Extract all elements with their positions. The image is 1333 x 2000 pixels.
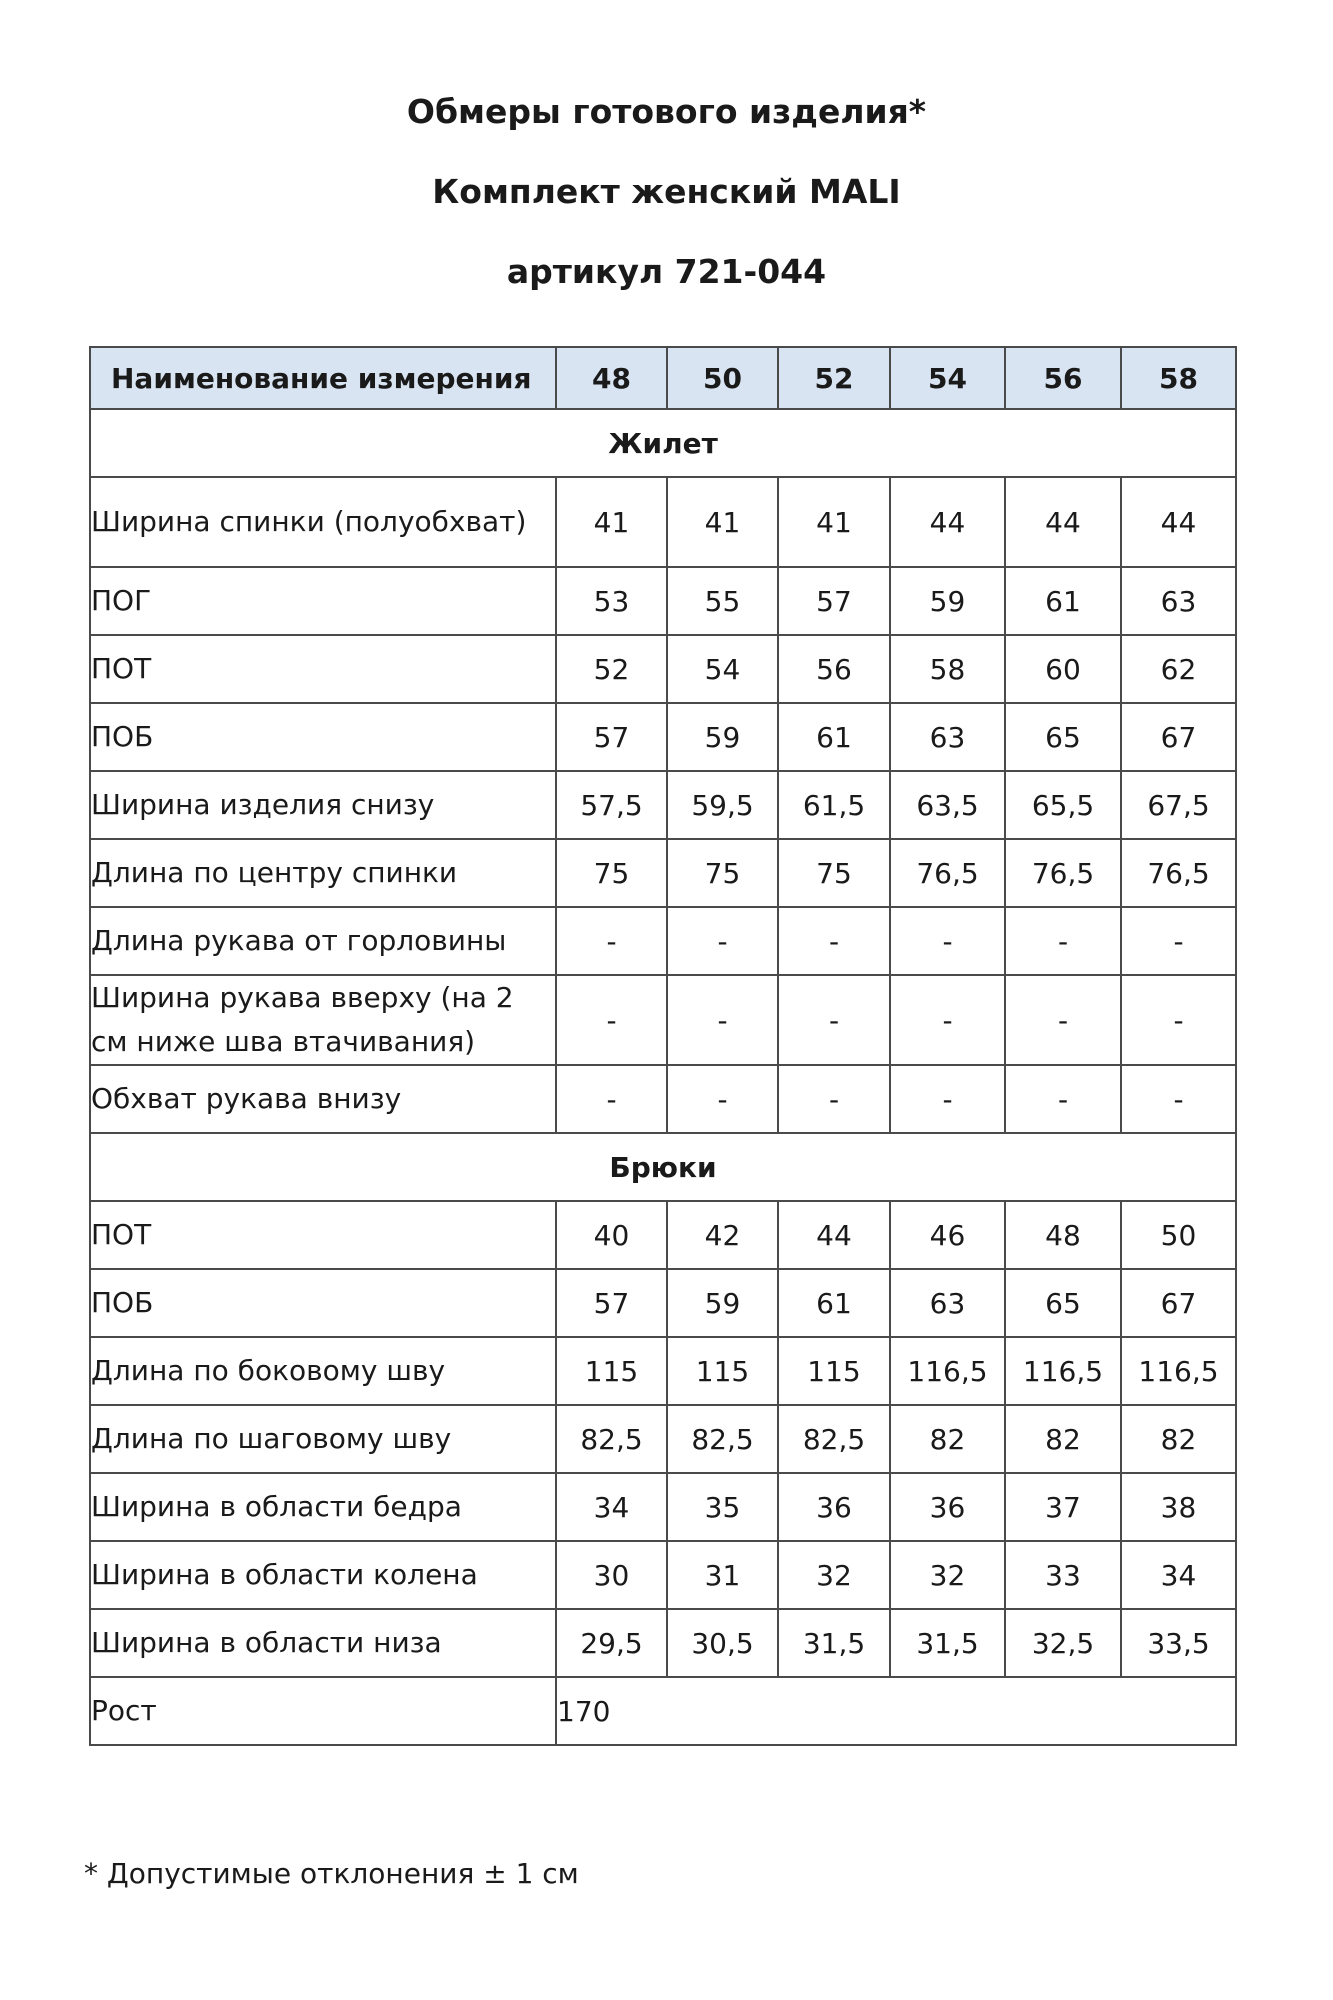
measurement-value: 60 <box>1005 635 1121 703</box>
measurement-name: Длина рукава от горловины <box>90 907 556 975</box>
size-header: 50 <box>667 347 778 409</box>
measurement-value: 57 <box>556 1269 667 1337</box>
measurement-value: 57 <box>556 703 667 771</box>
measurement-value: 82,5 <box>556 1405 667 1473</box>
measurement-value: 44 <box>778 1201 890 1269</box>
measurement-value: 82 <box>890 1405 1005 1473</box>
measurement-value: 62 <box>1121 635 1236 703</box>
table-row <box>90 839 1236 907</box>
measurement-value: 59,5 <box>667 771 778 839</box>
measurement-value: 67 <box>1121 1269 1236 1337</box>
measurement-value: 61 <box>778 1269 890 1337</box>
table-row <box>90 1337 1236 1405</box>
table-row <box>90 1473 1236 1541</box>
table-row <box>90 477 1236 567</box>
measurement-value: - <box>890 1065 1005 1133</box>
measurement-value: 31,5 <box>778 1609 890 1677</box>
measurement-value: 30 <box>556 1541 667 1609</box>
measurement-value: 36 <box>890 1473 1005 1541</box>
table-row <box>90 1609 1236 1677</box>
measurement-value: 116,5 <box>1005 1337 1121 1405</box>
table-row <box>90 771 1236 839</box>
measurement-value: 31 <box>667 1541 778 1609</box>
table-row <box>90 567 1236 635</box>
measurement-value: - <box>1005 1065 1121 1133</box>
measurement-value: - <box>890 907 1005 975</box>
section-title: Жилет <box>90 409 1236 477</box>
measurement-value: 46 <box>890 1201 1005 1269</box>
measurement-value: 29,5 <box>556 1609 667 1677</box>
measurement-value: 76,5 <box>1005 839 1121 907</box>
table-row <box>90 1405 1236 1473</box>
table-header-row <box>90 347 1236 409</box>
measurement-value: 32 <box>778 1541 890 1609</box>
measurement-name: ПОГ <box>90 567 556 635</box>
measurement-value: - <box>667 1065 778 1133</box>
measurement-value: 116,5 <box>890 1337 1005 1405</box>
measurement-value: 50 <box>1121 1201 1236 1269</box>
measurement-name: Длина по шаговому шву <box>90 1405 556 1473</box>
table-row <box>90 907 1236 975</box>
measurement-value: - <box>778 975 890 1065</box>
measurement-name-header: Наименование измерения <box>90 347 556 409</box>
measurement-value: - <box>778 907 890 975</box>
table-row <box>90 1201 1236 1269</box>
measurement-name: Ширина рукава вверху (на 2 см ниже шва втачивания) <box>90 975 556 1065</box>
measurement-value: 57 <box>778 567 890 635</box>
measurement-value: 57,5 <box>556 771 667 839</box>
measurement-value: - <box>556 907 667 975</box>
measurement-value: 35 <box>667 1473 778 1541</box>
measurement-name: Ширина изделия снизу <box>90 771 556 839</box>
measurement-value: 59 <box>890 567 1005 635</box>
measurement-value: 82 <box>1005 1405 1121 1473</box>
measurement-value: 67,5 <box>1121 771 1236 839</box>
measurement-value: 67 <box>1121 703 1236 771</box>
measurement-value: 65 <box>1005 1269 1121 1337</box>
table-row <box>90 1065 1236 1133</box>
measurement-value: 33 <box>1005 1541 1121 1609</box>
measurement-value: - <box>778 1065 890 1133</box>
measurement-name: Обхват рукава внизу <box>90 1065 556 1133</box>
measurement-value: - <box>890 975 1005 1065</box>
measurement-value: 38 <box>1121 1473 1236 1541</box>
measurement-name: Ширина в области бедра <box>90 1473 556 1541</box>
measurement-value: 76,5 <box>1121 839 1236 907</box>
size-header: 56 <box>1005 347 1121 409</box>
article-number: артикул 721-044 <box>506 252 827 291</box>
measurement-name: Ширина спинки (полуобхват) <box>90 477 556 567</box>
table-row <box>90 975 1236 1065</box>
measurement-value: 61 <box>778 703 890 771</box>
measurement-name: ПОБ <box>90 703 556 771</box>
measurement-value: 59 <box>667 1269 778 1337</box>
size-header: 54 <box>890 347 1005 409</box>
footnote: * Допустимые отклонения ± 1 см <box>84 1857 579 1890</box>
measurement-value: 31,5 <box>890 1609 1005 1677</box>
measurement-name: ПОБ <box>90 1269 556 1337</box>
measurement-value: 61,5 <box>778 771 890 839</box>
measurement-value: 44 <box>1005 477 1121 567</box>
measurement-name: ПОТ <box>90 1201 556 1269</box>
measurement-value: 34 <box>556 1473 667 1541</box>
measurement-value: 34 <box>1121 1541 1236 1609</box>
measurement-value: 53 <box>556 567 667 635</box>
measurement-value: 61 <box>1005 567 1121 635</box>
measurement-value: - <box>556 975 667 1065</box>
measurement-value: 75 <box>778 839 890 907</box>
measurement-value: - <box>667 975 778 1065</box>
measurement-value: 56 <box>778 635 890 703</box>
measurement-name: Ширина в области колена <box>90 1541 556 1609</box>
measurement-value: 41 <box>556 477 667 567</box>
measurement-value: 37 <box>1005 1473 1121 1541</box>
measurement-value: 63,5 <box>890 771 1005 839</box>
measurement-value: 32,5 <box>1005 1609 1121 1677</box>
measurement-value: - <box>1121 975 1236 1065</box>
measurement-value: 82 <box>1121 1405 1236 1473</box>
measurement-value: - <box>1005 975 1121 1065</box>
measurement-value: 115 <box>667 1337 778 1405</box>
measurement-value: 65,5 <box>1005 771 1121 839</box>
measurement-value: 116,5 <box>1121 1337 1236 1405</box>
measurement-name: ПОТ <box>90 635 556 703</box>
section-title: Брюки <box>90 1133 1236 1201</box>
measurement-value: 115 <box>778 1337 890 1405</box>
table-row <box>90 703 1236 771</box>
measurement-value: 82,5 <box>667 1405 778 1473</box>
size-header: 48 <box>556 347 667 409</box>
measurement-value: 42 <box>667 1201 778 1269</box>
measurement-value: 54 <box>667 635 778 703</box>
measurement-value: 59 <box>667 703 778 771</box>
product-name: Комплект женский MALI <box>432 172 901 211</box>
section-row <box>90 1133 1236 1201</box>
size-header: 58 <box>1121 347 1236 409</box>
measurement-value: - <box>1121 907 1236 975</box>
measurements-table <box>89 346 1237 1746</box>
document-title: Обмеры готового изделия* <box>406 92 927 131</box>
measurement-value: 36 <box>778 1473 890 1541</box>
measurement-value: 63 <box>890 1269 1005 1337</box>
measurement-value: - <box>1121 1065 1236 1133</box>
measurement-value: 44 <box>890 477 1005 567</box>
size-header: 52 <box>778 347 890 409</box>
measurement-value: 76,5 <box>890 839 1005 907</box>
measurement-value: 40 <box>556 1201 667 1269</box>
measurement-value: 52 <box>556 635 667 703</box>
table-row <box>90 635 1236 703</box>
measurement-value: - <box>667 907 778 975</box>
table-row <box>90 1541 1236 1609</box>
measurement-value: 48 <box>1005 1201 1121 1269</box>
measurement-value: 30,5 <box>667 1609 778 1677</box>
measurement-value: 75 <box>556 839 667 907</box>
table-row <box>90 1269 1236 1337</box>
section-row <box>90 409 1236 477</box>
measurement-value: 75 <box>667 839 778 907</box>
growth-value: 170 <box>556 1677 1236 1745</box>
measurement-value: 44 <box>1121 477 1236 567</box>
measurement-value: 33,5 <box>1121 1609 1236 1677</box>
measurement-value: 115 <box>556 1337 667 1405</box>
measurement-value: 63 <box>1121 567 1236 635</box>
measurement-value: - <box>1005 907 1121 975</box>
measurement-value: 82,5 <box>778 1405 890 1473</box>
growth-row <box>90 1677 1236 1745</box>
measurement-name: Ширина в области низа <box>90 1609 556 1677</box>
measurement-value: 55 <box>667 567 778 635</box>
growth-label: Рост <box>90 1677 556 1745</box>
measurement-name: Длина по боковому шву <box>90 1337 556 1405</box>
measurement-value: - <box>556 1065 667 1133</box>
measurement-value: 58 <box>890 635 1005 703</box>
measurement-value: 63 <box>890 703 1005 771</box>
measurement-value: 41 <box>667 477 778 567</box>
measurement-name: Длина по центру спинки <box>90 839 556 907</box>
measurement-value: 32 <box>890 1541 1005 1609</box>
measurement-value: 65 <box>1005 703 1121 771</box>
measurement-value: 41 <box>778 477 890 567</box>
